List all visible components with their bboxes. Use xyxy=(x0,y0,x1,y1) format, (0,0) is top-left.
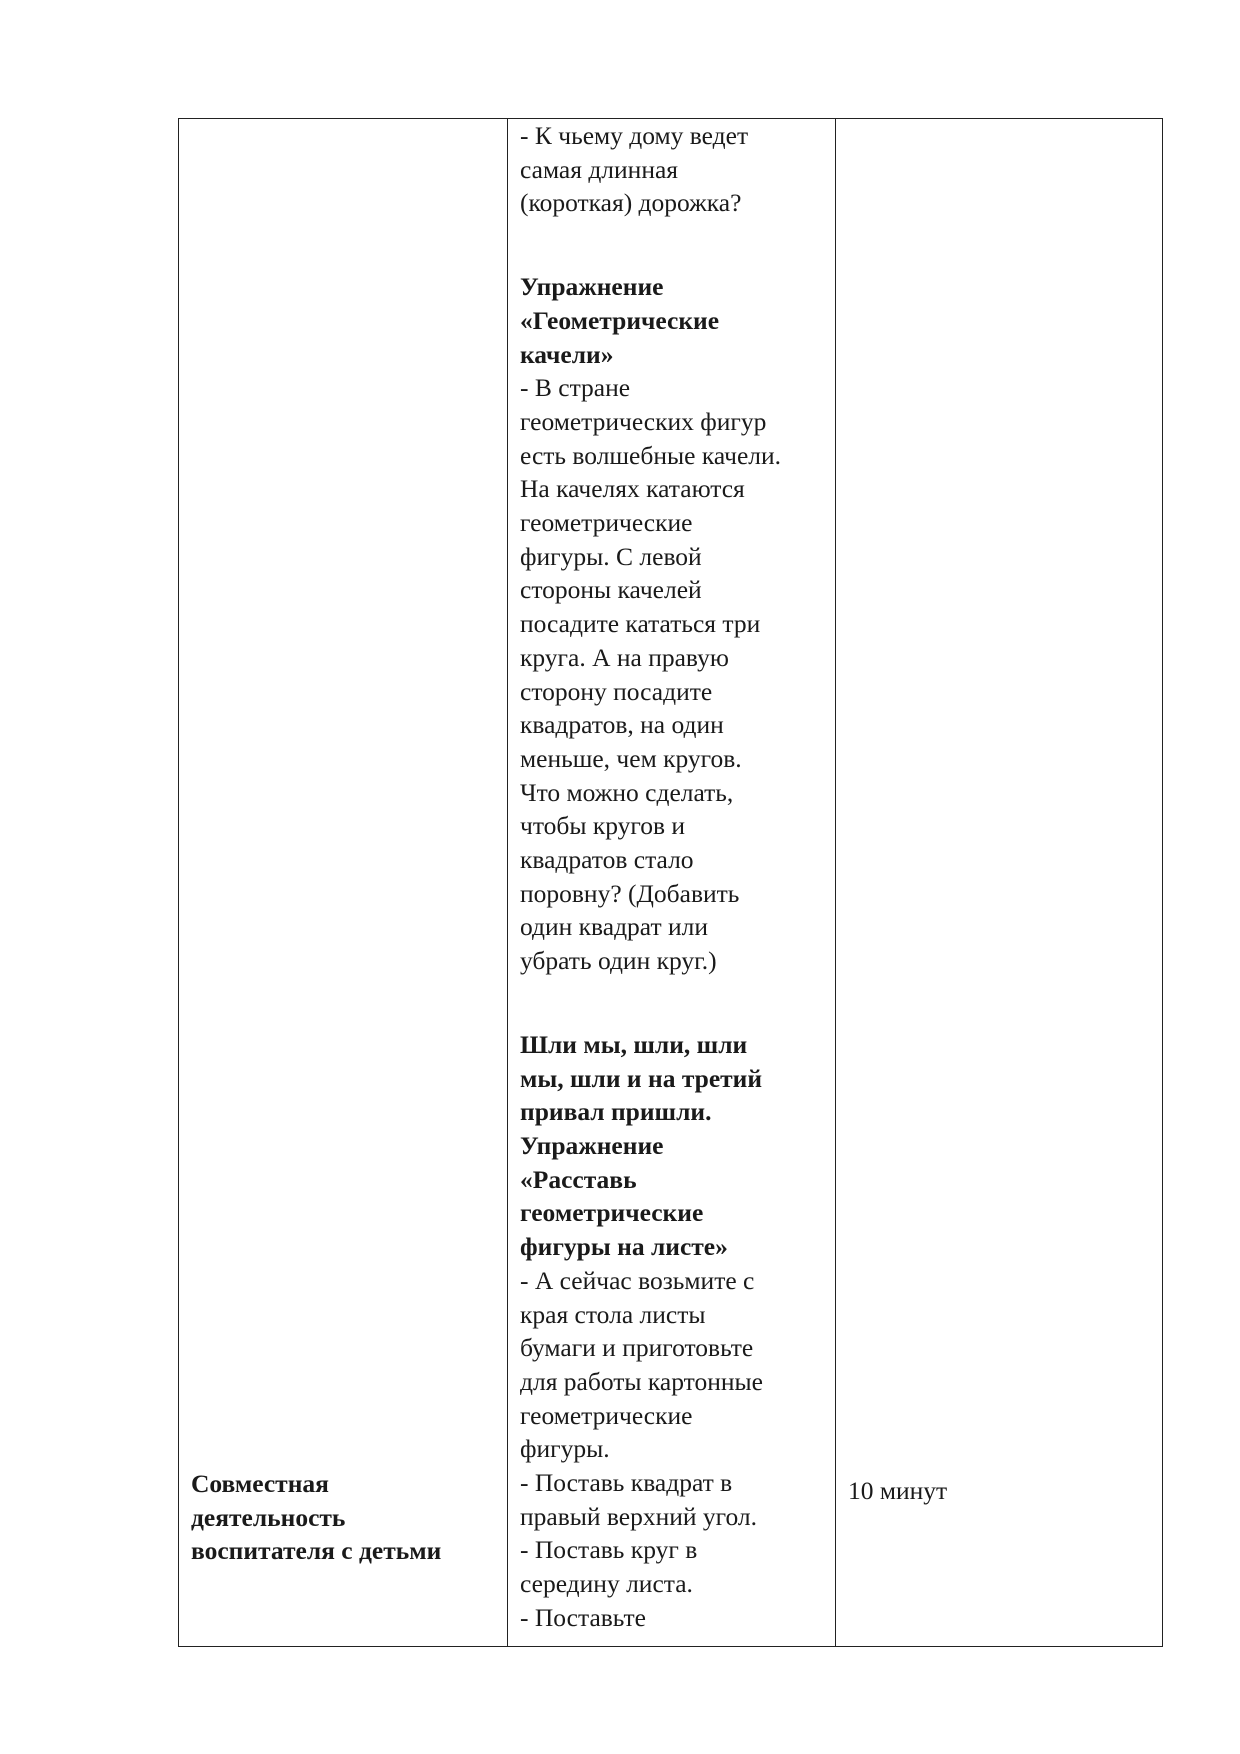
exercise-text-arrange: - А сейчас возьмите с края стола листы бумаги и приготовьте для работы картонные геометрические фигуры. - Поставь квадрат в правый верхний угол. - Поставь круг в середину листа. - Поставьте xyxy=(520,1265,763,1632)
duration-value: 10 минут xyxy=(848,1476,948,1506)
table-row xyxy=(179,119,1163,1647)
exercise-title-swings: Упражнение «Геометрические качели» xyxy=(520,272,720,369)
duration-cell xyxy=(836,119,1163,1647)
content-cell xyxy=(508,119,836,1647)
exercise-title-arrange: Шли мы, шли, шли мы, шли и на третий привал пришли. Упражнение «Расставь геометрические фигуры на листе» xyxy=(520,1029,763,1262)
lesson-plan-table xyxy=(178,118,1163,1647)
activity-cell xyxy=(179,119,508,1647)
activity-label: Совместная деятельность воспитателя с детьми xyxy=(191,1468,442,1566)
exercise-text-swings: - В стране геометрических фигур есть волшебные качели. На качелях катаются геометрические фигуры. С левой стороны качелей посадите кататься три круга. А на правую сторону посадите квадратов, на один меньше, чем кругов. Что можно сделать, чтобы кругов и квадратов стало поровну? (Добавить один квадрат или убрать один круг.) xyxy=(520,373,782,976)
question-paragraph: - К чьему дому ведет самая длинная (короткая) дорожка? xyxy=(520,121,749,218)
